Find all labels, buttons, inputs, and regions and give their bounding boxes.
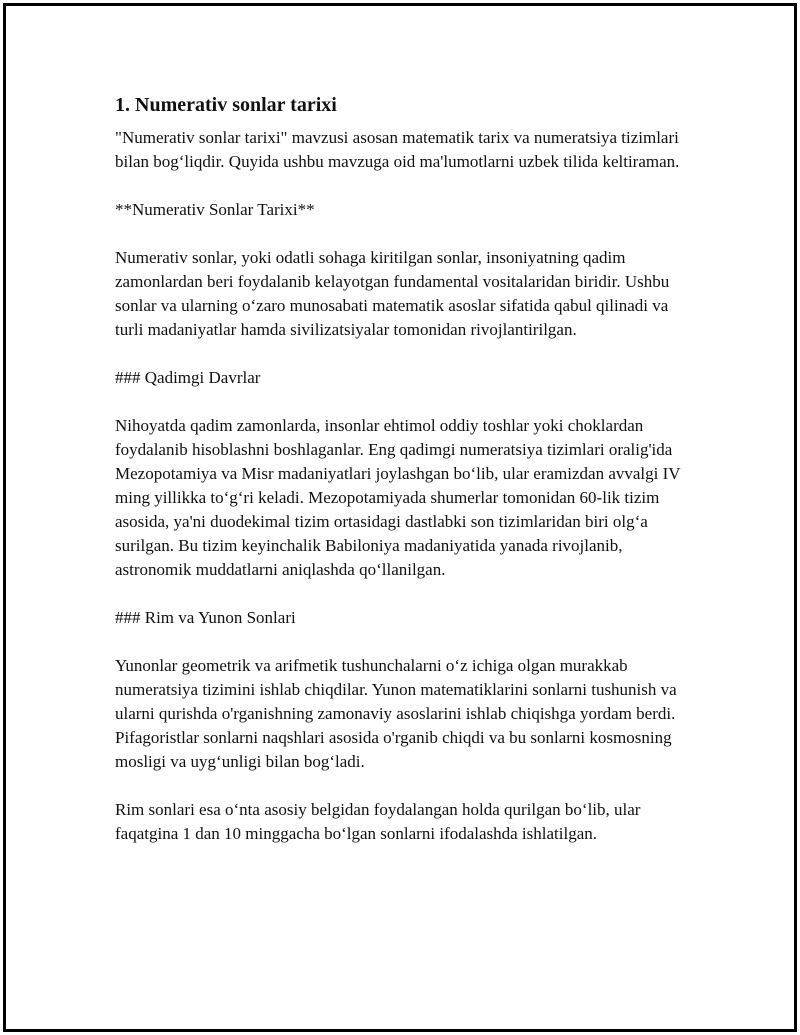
section-heading-roman-greek: ### Rim va Yunon Sonlari [115, 608, 296, 627]
section-heading-main: **Numerativ Sonlar Tarixi** [115, 200, 315, 219]
document-title: 1. Numerativ sonlar tarixi [115, 94, 337, 116]
overview-paragraph: Numerativ sonlar, yoki odatli sohaga kiritilgan sonlar, insoniyatning qadim zamonlardan beri foydalanib kelayotgan fundamental vositalaridan biridir. Ushbu sonlar va ularning o‘zaro munosabati matematik asoslar sifatida qabul qilinadi va turli madaniyatlar hamda sivilizatsiyalar tomonidan rivojlantirilgan. [115, 248, 670, 339]
ancient-paragraph: Nihoyatda qadim zamonlarda, insonlar ehtimol oddiy toshlar yoki choklardan foydalanib hisoblashni boshlaganlar. Eng qadimgi numeratsiya tizimlari oralig'ida Mezopotamiya va Misr madaniyatlari joylashgan bo‘lib, ular eramizdan avvalgi IV ming yillikka to‘g‘ri keladi. Mezopotamiyada shumerlar tomonidan 60-lik tizim asosida, ya'ni duodekimal tizim ortasidagi dastlabki son tizimlaridan biri olg‘a surilgan. Bu tizim keyinchalik Babiloniya madaniyatida yanada rivojlanib, astronomik muddatlarni aniqlashda qo‘llanilgan. [115, 416, 681, 579]
greek-paragraph: Yunonlar geometrik va arifmetik tushunchalarni o‘z ichiga olgan murakkab numeratsiya tizimini ishlab chiqdilar. Yunon matematiklarini sonlarni tushunish va ularni qurishda o'rganishning zamonaviy asoslarini ishlab chiqishga yordam berdi. Pifagoristlar sonlarni naqshlari asosida o'rganib chiqdi va bu sonlarni kosmosning mosligi va uyg‘unligi bilan bog‘ladi. [115, 656, 677, 771]
document-body [115, 92, 685, 870]
intro-paragraph: "Numerativ sonlar tarixi" mavzusi asosan matematik tarix va numeratsiya tizimlari bilan bog‘liqdir. Quyida ushbu mavzuga oid ma'lumotlarni uzbek tilida keltiraman. [115, 128, 680, 171]
roman-paragraph: Rim sonlari esa o‘nta asosiy belgidan foydalangan holda qurilgan bo‘lib, ular faqatgina 1 dan 10 minggacha bo‘lgan sonlarni ifodalashda ishlatilgan. [115, 800, 641, 843]
section-heading-ancient: ### Qadimgi Davrlar [115, 368, 261, 387]
